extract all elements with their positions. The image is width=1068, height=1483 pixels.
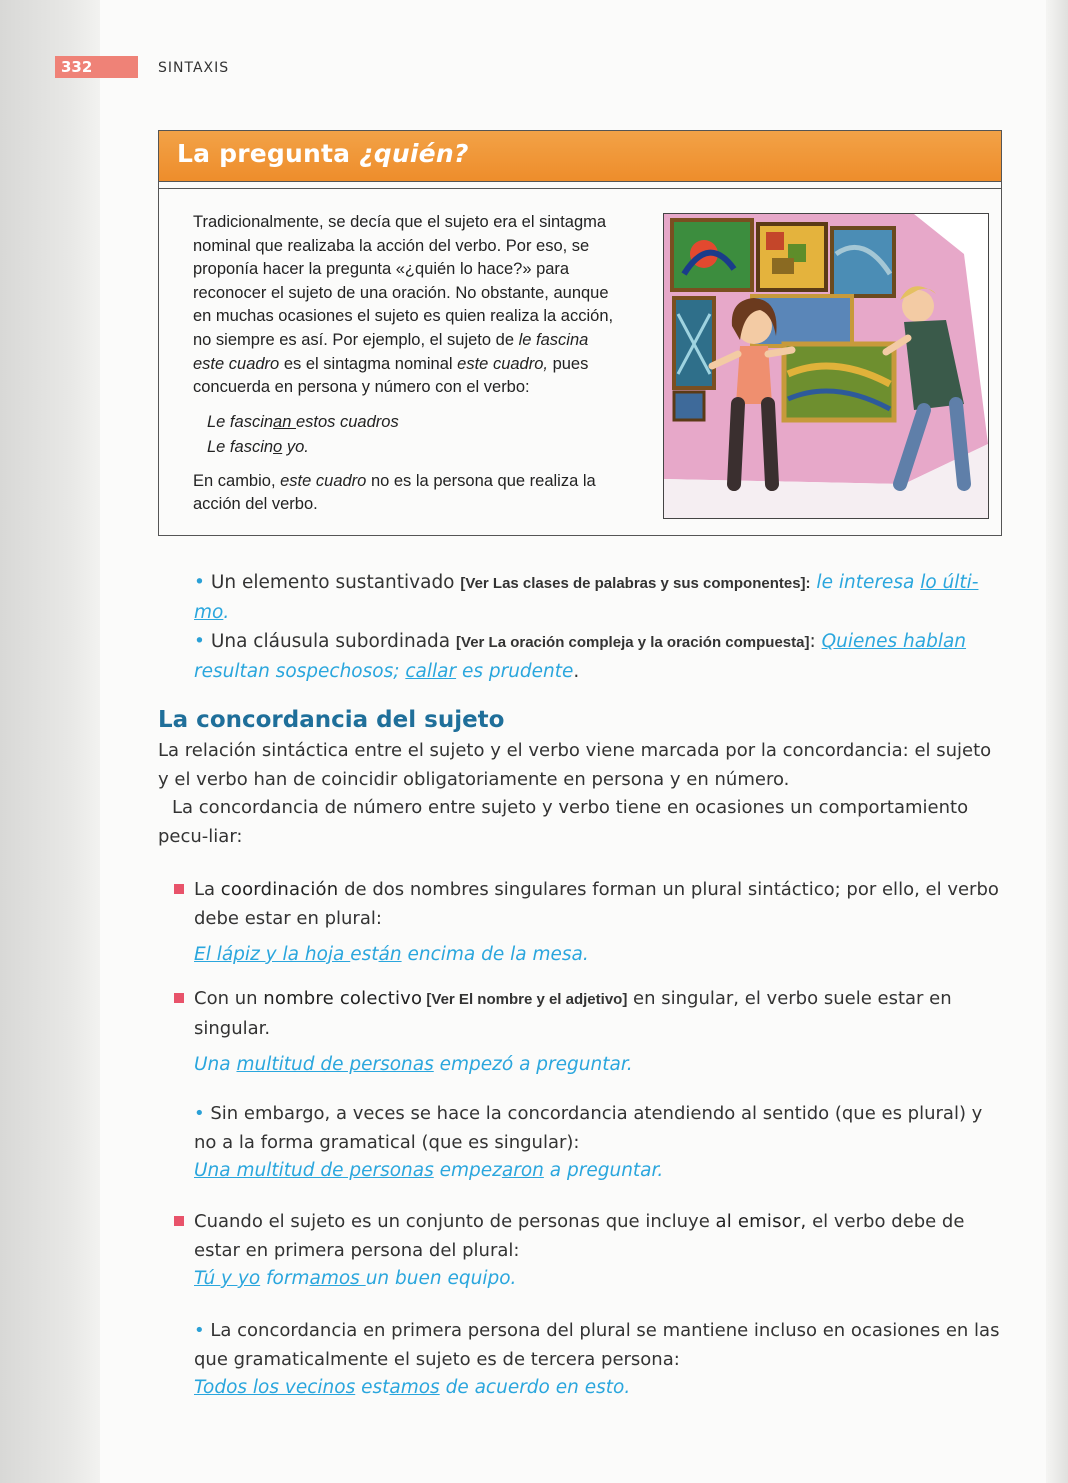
rule-item-coordination: La coordinación de dos nombres singulares forman un plural sintáctico; por ello, el verbo debe estar en plural: El lápiz y la hoja están encima de la mesa. xyxy=(174,876,1004,970)
list-item: • Un elemento sustantivado [Ver Las clases de palabras y sus componentes]: le interesa lo últi- mo. xyxy=(194,572,979,623)
page-number: 332 xyxy=(55,56,138,78)
info-box-paragraph: Tradicionalmente, se decía que el sujeto era el sintagma nominal que realizaba la acción del verbo. Por eso, se proponía hacer la pregunta «¿quién lo hace?» para reconocer el sujeto de una oración. No obstante, aunque en muchas ocasiones el sujeto es quien realiza la acción, no siempre es así. Por ejemplo, el sujeto de le fascina este cuadro es el sintagma nominal este cuadro, pues concuerda en persona y número con el verbo: xyxy=(193,213,614,397)
example-sentence: Todos los vecinos estamos de acuerdo en esto. xyxy=(194,1377,631,1398)
additional-subject-types xyxy=(194,568,1004,686)
sub-note-first-person: • La concordancia en primera persona del plural se mantiene incluso en ocasiones en las que gramaticalmente el sujeto es de tercera persona: Todos los vecinos estamos de acuerdo en esto. xyxy=(194,1317,1004,1403)
section-paragraph: La concordancia de número entre sujeto y verbo tiene en ocasiones un comportamiento pecu-liar: xyxy=(158,797,969,847)
info-box-text xyxy=(193,211,623,517)
running-header: SINTAXIS xyxy=(158,60,230,76)
info-box-title: La pregunta ¿quién? xyxy=(177,139,469,168)
info-box-footnote: En cambio, este cuadro no es la persona que realiza la acción del verbo. xyxy=(193,471,596,514)
list-item: • Una cláusula subordinada [Ver La oración compleja y la oración compuesta]: Quienes hablan resultan sospechosos; callar es prudente. xyxy=(194,631,967,682)
rule-item-speaker: Cuando el sujeto es un conjunto de personas que incluye al emisor, el verbo debe de estar en primera persona del plural: Tú y yo formamos un buen equipo. xyxy=(174,1208,1004,1294)
page-gutter-shadow xyxy=(0,0,100,1483)
example-sentence: Una multitud de personas empezaron a preguntar. xyxy=(194,1160,664,1181)
info-box xyxy=(158,130,1002,536)
example-sentence: Una multitud de personas empezó a preguntar. xyxy=(194,1054,633,1075)
example-sentence: El lápiz y la hoja están encima de la mesa. xyxy=(194,944,589,965)
section-paragraph: La relación sintáctica entre el sujeto y el verbo viene marcada por la concordancia: el sujeto y el verbo han de coincidir obligatoriamente en persona y en número. xyxy=(158,740,992,790)
info-box-title-bar xyxy=(159,131,1001,182)
square-bullet-icon xyxy=(174,993,184,1003)
page-edge-shadow xyxy=(1046,0,1068,1483)
example-sentence: Tú y yo formamos un buen equipo. xyxy=(194,1268,517,1289)
section-heading: La concordancia del sujeto xyxy=(158,707,505,733)
sub-note-sense-agreement: • Sin embargo, a veces se hace la concordancia atendiendo al sentido (que es plural) y no a la forma gramatical (que es singular): Una multitud de personas empezaron a preguntar. xyxy=(194,1100,1004,1186)
example-line: Le fascinan estos cuadros xyxy=(207,412,399,431)
square-bullet-icon xyxy=(174,884,184,894)
rule-item-collective-noun: Con un nombre colectivo [Ver El nombre y el adjetivo] en singular, el verbo suele estar en singular. Una multitud de personas empezó a preguntar. xyxy=(174,985,1004,1080)
example-line: Le fascino yo. xyxy=(207,437,309,456)
info-box-examples xyxy=(207,410,623,460)
museum-scene-image xyxy=(664,214,988,518)
square-bullet-icon xyxy=(174,1216,184,1226)
museum-illustration xyxy=(663,213,989,519)
